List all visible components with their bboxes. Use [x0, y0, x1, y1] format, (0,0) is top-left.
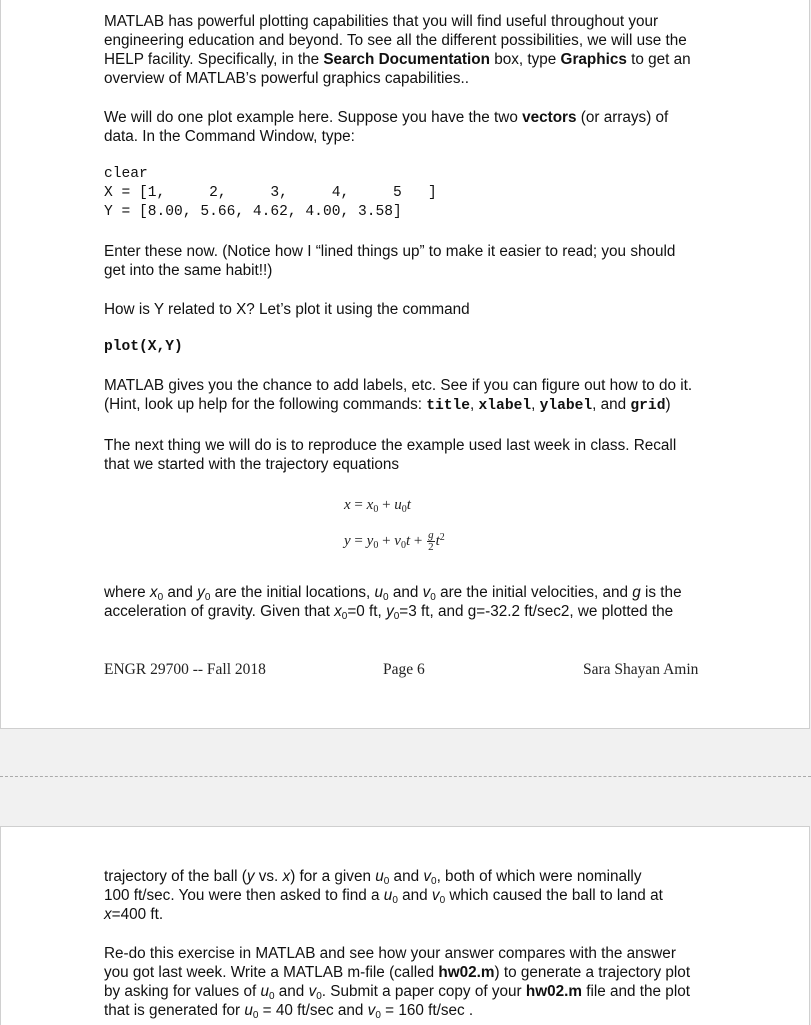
footer-author: Sara Shayan Amin [583, 661, 699, 678]
eq-symbol: t [406, 497, 411, 513]
text-line: How is Y related to X? Let’s plot it using the command [104, 301, 470, 318]
text-fragment: =0 ft, [347, 603, 387, 620]
bold-term: Search Documentation [323, 51, 490, 68]
text-line: The next thing we will do is to reproduce the example used last week in class. Recall [104, 437, 677, 454]
text-fragment: by asking for values of [104, 983, 261, 1000]
text-fragment: , [531, 396, 540, 413]
text-fragment: . Submit a paper copy of your [321, 983, 526, 1000]
text-fragment: , both of which were nominally [436, 868, 642, 885]
var-y: y [386, 603, 394, 620]
text-line: data. In the Command Window, type: [104, 128, 355, 145]
text-line: overview of MATLAB’s powerful graphics capabilities.. [104, 70, 470, 87]
var-u: u [375, 868, 384, 885]
eq-subscript: 0 [373, 504, 379, 515]
bold-term: vectors [522, 109, 577, 126]
trajectory-continued-paragraph [104, 867, 764, 924]
text-fragment: acceleration of gravity. Given that [104, 603, 335, 620]
text-fragment: box, type [489, 51, 561, 68]
subscript: 0 [392, 895, 398, 906]
equation-y [344, 530, 445, 553]
text-fragment: and [397, 887, 432, 904]
command-ylabel: ylabel [539, 398, 593, 414]
subscript: 0 [268, 991, 275, 1002]
text-fragment: and [389, 868, 424, 885]
text-line: HELP facility. Specifically, in the [104, 51, 324, 68]
text-fragment: We will do one plot example here. Suppose you have the two [104, 109, 523, 126]
labels-paragraph [104, 376, 764, 416]
bold-term: Graphics [560, 51, 627, 68]
eq-fraction [427, 530, 435, 553]
subscript: 0 [375, 1010, 381, 1021]
var-v: v [423, 868, 431, 885]
redo-exercise-paragraph [104, 944, 764, 1020]
var-x: x [334, 603, 342, 620]
eq-operator: + [378, 497, 395, 513]
vectors-paragraph [104, 108, 764, 146]
var-v: v [308, 983, 317, 1000]
subscript: 0 [157, 592, 164, 603]
text-fragment: ) to generate a trajectory plot [494, 964, 691, 981]
eq-operator: + [378, 532, 395, 549]
text-line: MATLAB gives you the chance to add labels, etc. See if you can figure out how to do it. [104, 377, 693, 394]
text-line: that we started with the trajectory equations [104, 456, 400, 473]
text-fragment: = 40 ft/sec and [258, 1002, 368, 1019]
eq-numerator: g [428, 529, 434, 541]
filename: hw02.m [525, 983, 582, 1000]
eq-symbol: y [366, 532, 374, 549]
var-y: y [197, 584, 205, 601]
subscript: 0 [383, 592, 389, 603]
eq-subscript: 0 [373, 539, 379, 551]
var-x: x [149, 584, 158, 601]
text-fragment: ) [665, 396, 671, 413]
text-fragment: trajectory of the ball ( [104, 868, 247, 885]
eq-symbol: t [405, 532, 411, 549]
text-line: get into the same habit!!) [104, 262, 273, 279]
enter-paragraph [104, 242, 764, 280]
text-fragment: file and the plot [581, 983, 690, 1000]
text-fragment: =400 ft. [111, 906, 164, 923]
subscript: 0 [252, 1010, 259, 1021]
eq-symbol: x [366, 497, 374, 513]
text-line: Enter these now. (Notice how I “lined things up” to make it easier to read; you should [104, 243, 676, 260]
var-v: v [422, 584, 431, 601]
text-fragment: , [470, 396, 479, 413]
var-x: x [282, 868, 291, 885]
text-fragment: to get an [626, 51, 691, 68]
code-block [104, 165, 437, 222]
filename: hw02.m [438, 964, 495, 981]
eq-subscript: 0 [400, 539, 406, 551]
command-xlabel: xlabel [478, 398, 532, 414]
eq-operator: = [350, 532, 367, 549]
eq-superscript: 2 [439, 531, 445, 543]
text-fragment: = 160 ft/sec . [380, 1002, 474, 1019]
text-fragment: vs. [254, 868, 283, 885]
text-fragment: ) for a given [290, 868, 376, 885]
code-line: clear [104, 166, 148, 182]
text-fragment: you got last week. Write a MATLAB m-file (called [104, 964, 439, 981]
subscript: 0 [393, 611, 400, 622]
subscript: 0 [439, 895, 446, 906]
text-fragment: (Hint, look up help for the following commands: [104, 396, 427, 413]
code-line: Y = [8.00, 5.66, 4.62, 4.00, 3.58] [104, 204, 402, 220]
relation-paragraph [104, 300, 764, 319]
subscript: 0 [204, 592, 211, 603]
text-fragment: where [104, 584, 150, 601]
eq-operator: = [350, 497, 367, 513]
page-gap [0, 729, 811, 825]
var-u: u [374, 584, 384, 601]
command-title: title [426, 398, 471, 414]
var-u: u [260, 983, 269, 1000]
code-line: plot(X,Y) [104, 339, 183, 355]
text-line: engineering education and beyond. To see all the different possibilities, we will use the [104, 32, 687, 49]
variables-paragraph [104, 583, 764, 621]
eq-symbol: y [344, 532, 351, 549]
document-page-7 [0, 826, 810, 1025]
eq-symbol: u [394, 497, 402, 513]
eq-symbol: v [394, 532, 401, 549]
equation-x [344, 497, 411, 514]
footer-course: ENGR 29700 -- Fall 2018 [104, 661, 266, 678]
text-fragment: that is generated for [104, 1002, 245, 1019]
var-v: v [431, 887, 440, 904]
text-fragment: (or arrays) of [576, 109, 669, 126]
subscript: 0 [383, 876, 390, 887]
text-fragment: are the initial locations, [210, 584, 375, 601]
eq-operator: + [410, 532, 427, 549]
text-fragment: and [163, 584, 198, 601]
text-fragment: 100 ft/sec. You were then asked to find a [104, 887, 384, 904]
text-line: Re-do this exercise in MATLAB and see how your answer compares with the answer [104, 945, 676, 962]
text-fragment: and [388, 584, 423, 601]
text-fragment: and [274, 983, 309, 1000]
text-fragment: , and [592, 396, 631, 413]
page-break-line [0, 776, 811, 777]
subscript: 0 [430, 592, 436, 603]
var-x: x [104, 906, 112, 923]
var-u: u [383, 887, 393, 904]
subscript: 0 [341, 611, 348, 622]
intro-paragraph [104, 12, 764, 88]
eq-symbol: t [435, 532, 440, 549]
eq-denominator: 2 [428, 541, 434, 553]
eq-symbol: x [344, 497, 351, 513]
subscript: 0 [316, 991, 322, 1002]
text-fragment: is the [640, 584, 682, 601]
var-u: u [244, 1002, 253, 1019]
command-grid: grid [630, 398, 666, 414]
eq-subscript: 0 [401, 504, 407, 515]
text-fragment: are the initial velocities, and [435, 584, 633, 601]
subscript: 0 [431, 876, 437, 887]
code-line: X = [1, 2, 3, 4, 5 ] [104, 185, 437, 201]
var-g: g [632, 584, 641, 601]
footer-page-number: Page 6 [383, 661, 425, 678]
text-fragment: which caused the ball to land at [445, 887, 663, 904]
var-y: y [246, 868, 255, 885]
var-v: v [367, 1002, 376, 1019]
plot-command [104, 338, 183, 357]
trajectory-paragraph [104, 436, 764, 474]
text-fragment: =3 ft, and g=-32.2 ft/sec2, we plotted the [399, 603, 674, 620]
text-line: MATLAB has powerful plotting capabilities that you will find useful throughout your [104, 13, 659, 30]
